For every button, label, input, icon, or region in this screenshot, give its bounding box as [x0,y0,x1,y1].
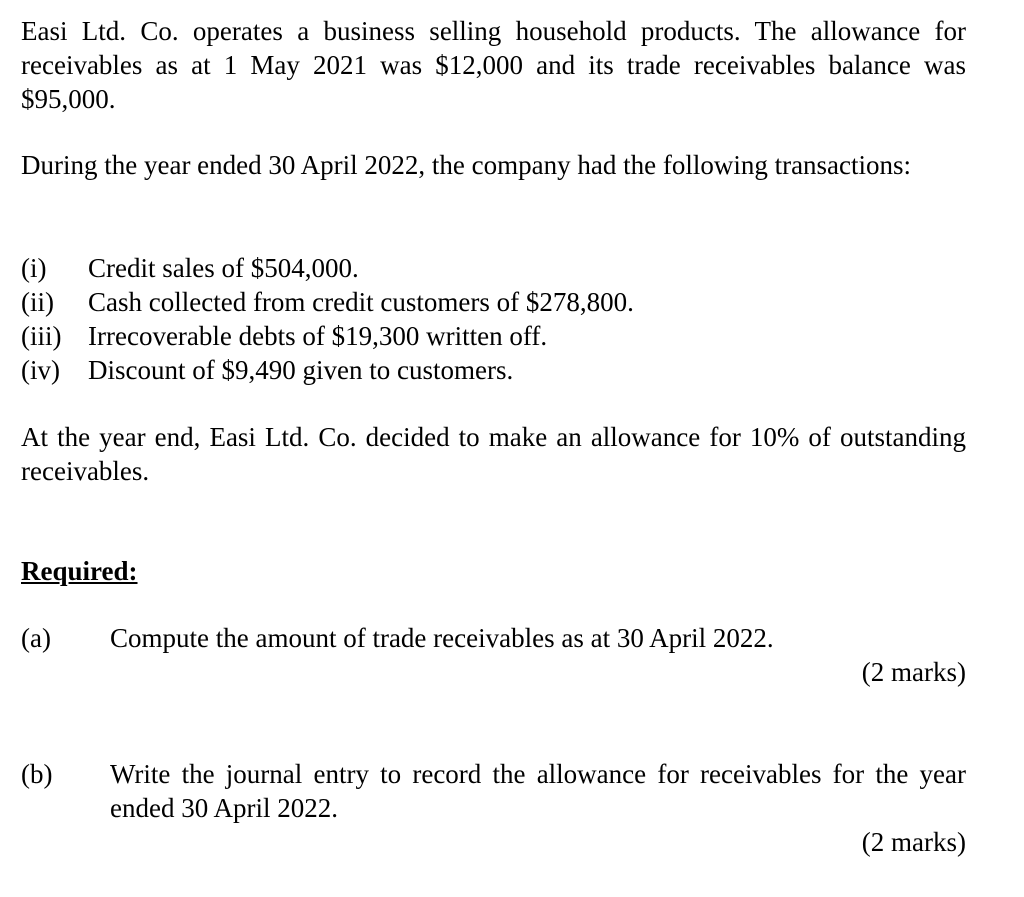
list-item [21,353,966,387]
list-item [21,319,966,353]
question-number: (a) [21,623,51,653]
question-text: Compute the amount of trade receivables as at 30 April 2022. [110,623,774,653]
list-item-number: (i) [21,253,47,283]
list-item [21,251,966,285]
required-heading: Required: [21,556,138,586]
year-end-paragraph: At the year end, Easi Ltd. Co. decided to make an allowance for 10% of outstanding receivables. [21,422,966,486]
question-text: Write the journal entry to record the allowance for receivables for the year ended 30 April 2022. [110,759,966,823]
list-item-text: Irrecoverable debts of $19,300 written off. [88,321,548,351]
list-item-text: Discount of $9,490 given to customers. [88,355,514,385]
list-item-text: Cash collected from credit customers of $278,800. [88,287,634,317]
list-item [21,285,966,319]
transaction-list [21,251,966,387]
question-number: (b) [21,759,53,789]
intro-paragraph: Easi Ltd. Co. operates a business selling household products. The allowance for receivables as at 1 May 2021 was $12,000 and its trade receivables balance was $95,000. [21,16,966,114]
question-marks: (2 marks) [861,657,966,687]
list-item-number: (iv) [21,355,60,385]
list-item-number: (iii) [21,321,62,351]
list-item-text: Credit sales of $504,000. [88,253,359,283]
list-item-number: (ii) [21,287,54,317]
question-marks: (2 marks) [861,827,966,857]
period-intro-paragraph: During the year ended 30 April 2022, the company had the following transactions: [21,150,912,180]
